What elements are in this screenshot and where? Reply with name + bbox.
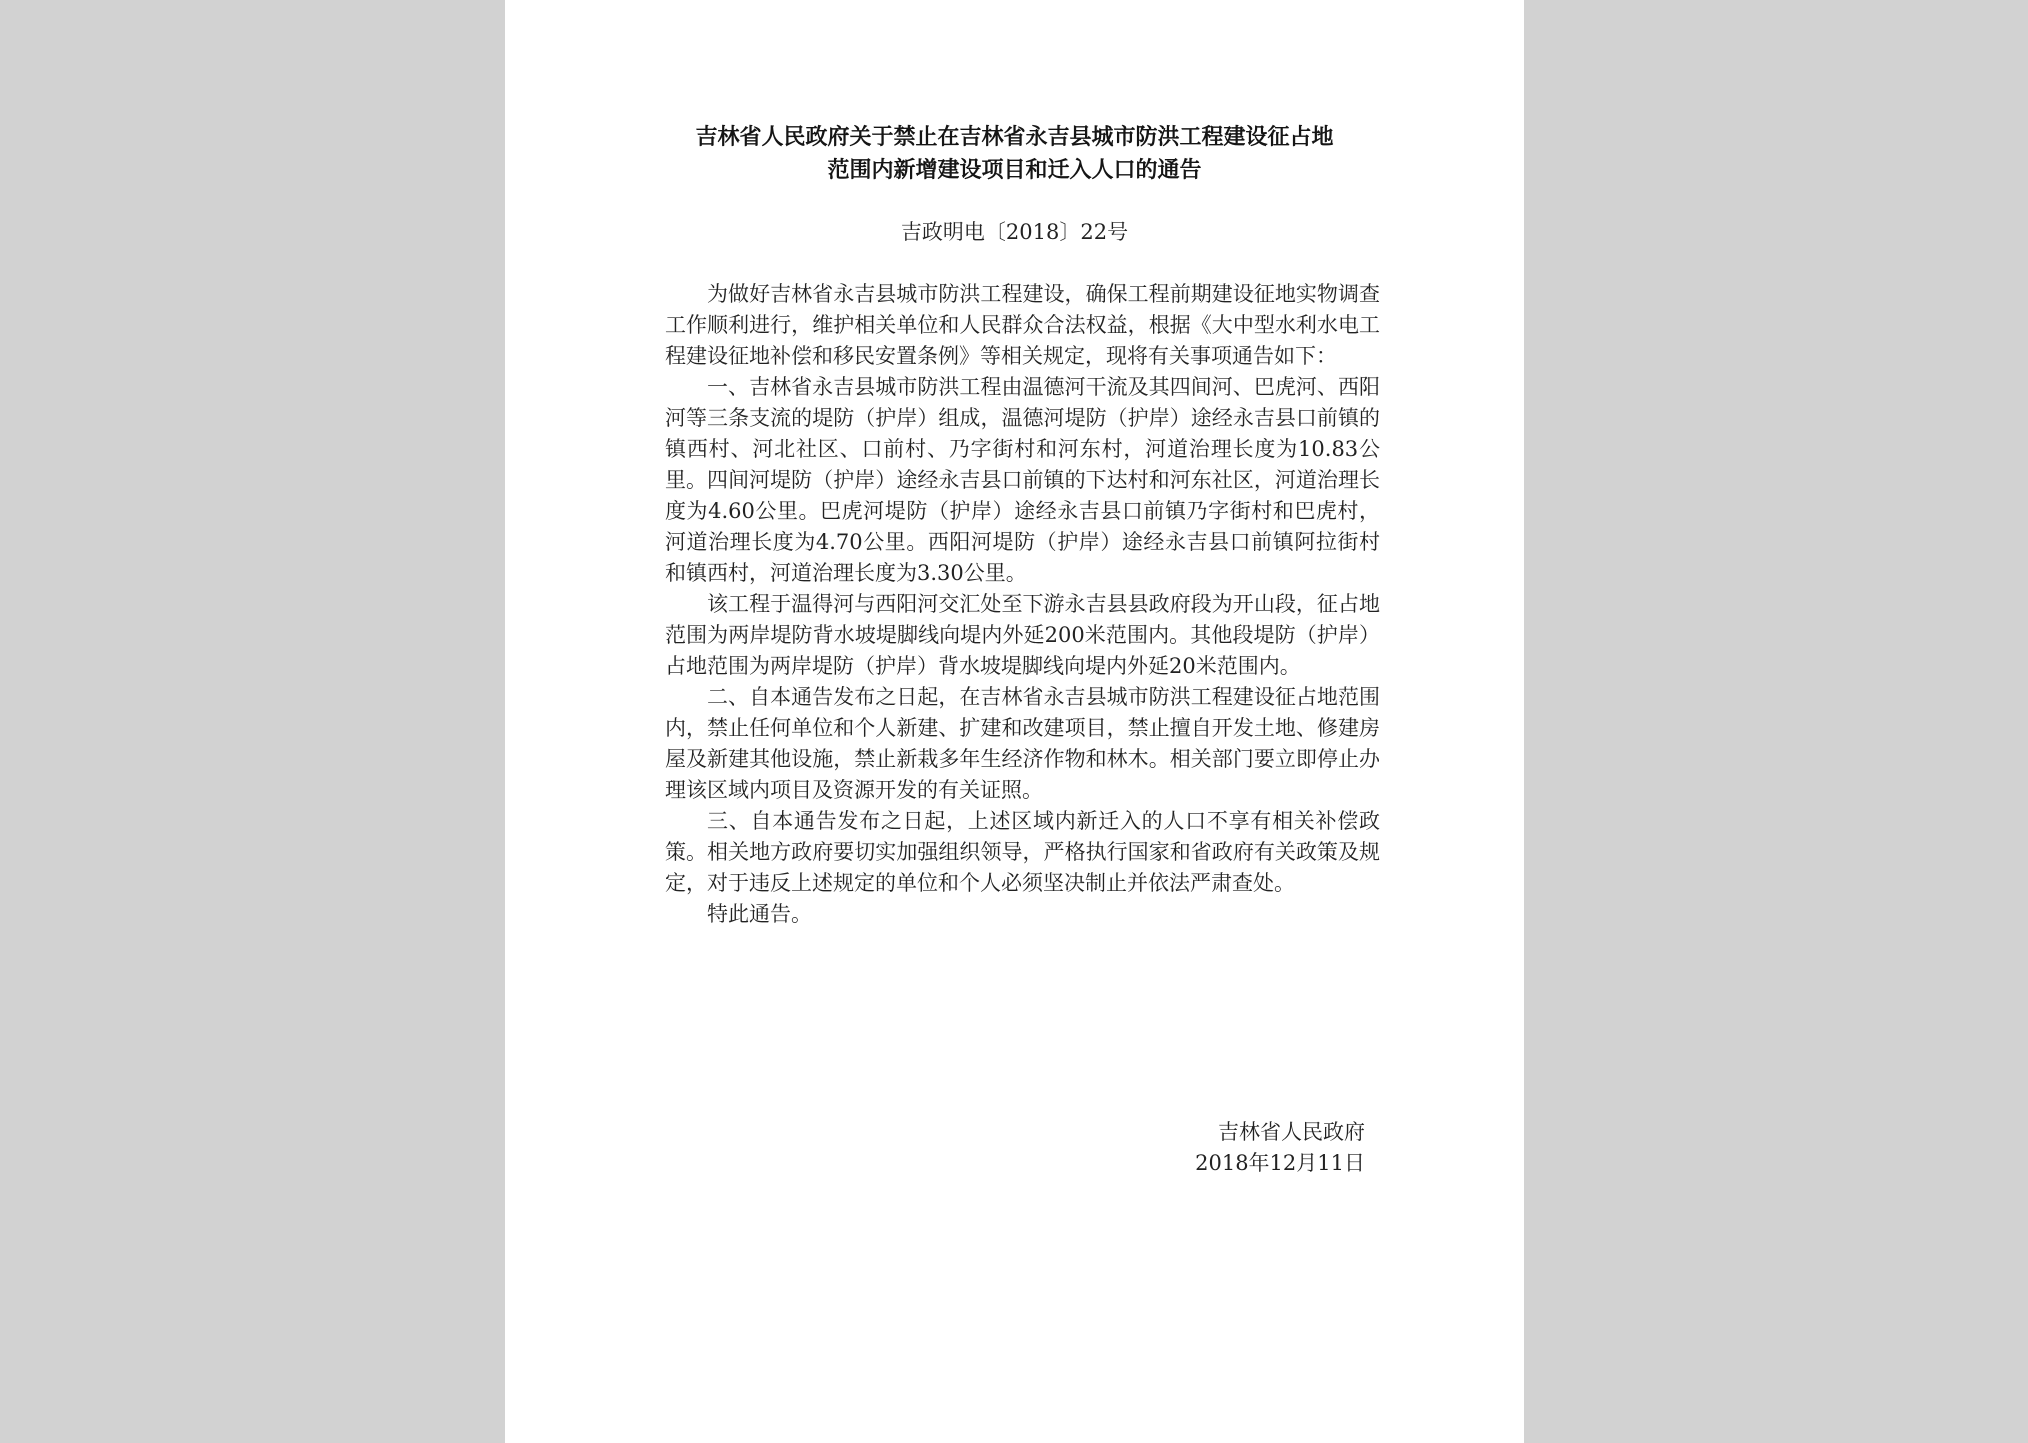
signature-block	[665, 1117, 1365, 1179]
title-line-2: 范围内新增建设项目和迁入人口的通告	[827, 158, 1202, 183]
document-title	[505, 121, 1524, 187]
paragraph-item-1-scope: 该工程于温得河与西阳河交汇处至下游永吉县县政府段为开山段，征占地范围为两岸堤防背水坡堤脚线向堤内外延200米范围内。其他段堤防（护岸）占地范围为两岸堤防（护岸）背水坡堤脚线向堤内外延20米范围内。	[665, 592, 1380, 678]
document-page	[505, 0, 1524, 1443]
paragraph-intro: 为做好吉林省永吉县城市防洪工程建设，确保工程前期建设征地实物调查工作顺利进行，维护相关单位和人民群众合法权益，根据《大中型水利水电工程建设征地补偿和移民安置条例》等相关规定，现将有关事项通告如下：	[665, 282, 1380, 368]
title-line-1: 吉林省人民政府关于禁止在吉林省永吉县城市防洪工程建设征占地	[695, 125, 1334, 150]
paragraph-item-3: 三、自本通告发布之日起，上述区域内新迁入的人口不享有相关补偿政策。相关地方政府要切实加强组织领导，严格执行国家和省政府有关政策及规定，对于违反上述规定的单位和个人必须坚决制止并依法严肃查处。	[665, 809, 1380, 895]
document-body	[665, 279, 1380, 930]
signature-organization: 吉林省人民政府	[1218, 1120, 1365, 1144]
document-number: 吉政明电〔2018〕22号	[900, 220, 1129, 244]
paragraph-item-2: 二、自本通告发布之日起，在吉林省永吉县城市防洪工程建设征占地范围内，禁止任何单位和个人新建、扩建和改建项目，禁止擅自开发土地、修建房屋及新建其他设施，禁止新栽多年生经济作物和林木。相关部门要立即停止办理该区域内项目及资源开发的有关证照。	[665, 685, 1380, 802]
paragraph-closing: 特此通告。	[707, 902, 812, 926]
signature-date: 2018年12月11日	[1195, 1151, 1365, 1175]
paragraph-item-1: 一、吉林省永吉县城市防洪工程由温德河干流及其四间河、巴虎河、西阳河等三条支流的堤防（护岸）组成，温德河堤防（护岸）途经永吉县口前镇的镇西村、河北社区、口前村、乃字街村和河东村，河道治理长度为10.83公里。四间河堤防（护岸）途经永吉县口前镇的下达村和河东社区，河道治理长度为4.60公里。巴虎河堤防（护岸）途经永吉县口前镇乃字街村和巴虎村，河道治理长度为4.70公里。西阳河堤防（护岸）途经永吉县口前镇阿拉街村和镇西村，河道治理长度为3.30公里。	[665, 375, 1380, 585]
